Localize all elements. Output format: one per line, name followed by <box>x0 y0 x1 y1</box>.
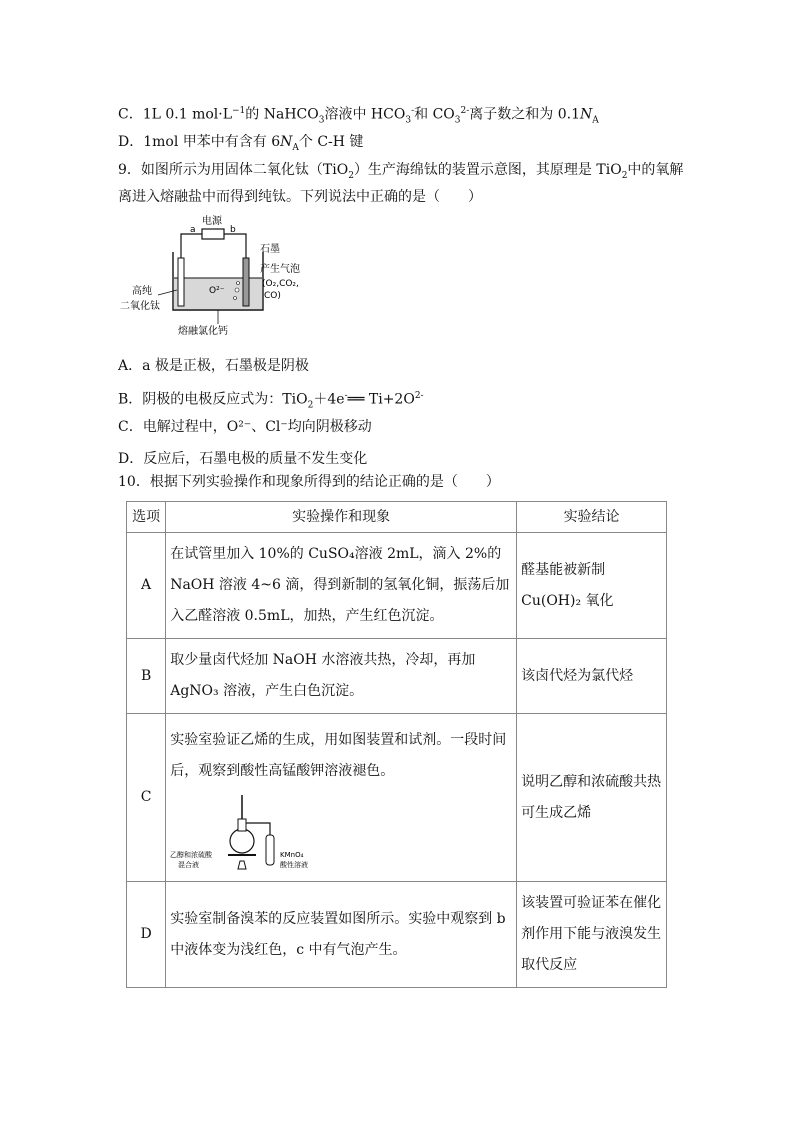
q9-optb-sub: 2 <box>307 400 314 411</box>
row-conclusion <box>517 639 667 714</box>
row-operation <box>166 714 517 882</box>
row-conclusion <box>517 882 667 988</box>
table-row <box>127 714 667 882</box>
option-d-prev <box>118 132 363 158</box>
q9-text-c: 中的氧解 <box>627 162 684 178</box>
graphite-label: 石墨 <box>260 244 280 255</box>
gas-formula-label: (O₂,CO₂, <box>262 279 299 289</box>
table-row <box>127 639 667 714</box>
row-operation <box>166 639 517 714</box>
gas-bubble <box>234 297 237 300</box>
ethylene-apparatus-diagram <box>170 791 340 871</box>
q10-table <box>126 501 667 988</box>
q9-stem-line2: 离进入熔融盐中而得到纯钛。下列说法中正确的是（ ） <box>118 189 482 205</box>
electrolysis-diagram <box>118 210 318 345</box>
row-operation-text: 实验室制备溴苯的反应装置如图所示。实验中观察到 b 中液体变为浅红色，c 中有气泡产生。 <box>170 910 506 958</box>
row-operation <box>166 533 517 639</box>
row-operation-text: 实验室验证乙烯的生成，用如图装置和试剂。一段时间后，观察到酸性高锰酸钾溶液褪色。 <box>170 731 507 779</box>
high-purity-label: 高纯 <box>132 286 152 297</box>
molten-salt-label: 熔融氯化钙 <box>178 326 228 337</box>
table-header-row <box>127 502 667 533</box>
row-option: B <box>127 639 166 714</box>
gas-label: 产生气泡 <box>260 264 300 275</box>
alcohol-lamp <box>238 861 246 869</box>
row-option: D <box>127 882 166 988</box>
opt-c-text3: 溶液中 HCO <box>324 106 406 123</box>
opt-c-na: N <box>580 106 593 123</box>
row-conclusion-text: 该装置可验证苯在催化剂作用下能与液溴发生取代反应 <box>521 895 662 973</box>
q9-option-c: C．电解过程中，O²⁻、Cl⁻均向阴极移动 <box>118 419 372 435</box>
row-operation <box>166 882 517 988</box>
terminal-a-label: a <box>190 225 196 235</box>
row-conclusion <box>517 714 667 882</box>
row-operation-text: 取少量卤代烃加 NaOH 水溶液共热，冷却，再加 AgNO₃ 溶液，产生白色沉淀。 <box>170 652 476 699</box>
q9-stem-line1 <box>118 160 683 186</box>
gas-bubble <box>237 282 240 285</box>
opt-c-sup2: - <box>411 106 415 116</box>
opt-c-text5: 离子数之和为 0.1 <box>469 106 580 123</box>
q9-optb-sup2: 2- <box>414 391 424 401</box>
q9-option-d: D．反应后，石墨电极的质量不发生变化 <box>118 451 368 467</box>
flask-label: 乙醇和浓硫酸 <box>170 850 213 859</box>
kmno4-label2: 酸性溶液 <box>280 860 309 869</box>
tio2-label: 二氧化钛 <box>120 301 160 312</box>
q9-optb-text2: ＋4e <box>313 391 345 408</box>
q10-stem: 10．根据下列实验操作和现象所得到的结论正确的是（ ） <box>118 474 500 490</box>
q9-option-b <box>118 386 424 415</box>
opt-c-sup3: 2- <box>460 106 470 116</box>
power-label: 电源 <box>202 216 222 227</box>
flask-label2: 混合液 <box>178 860 200 869</box>
opt-c-text: C．1L 0.1 mol·L <box>118 106 233 123</box>
row-operation-text: 在试管里加入 10%的 CuSO₄溶液 2mL，滴入 2%的 NaOH 溶液 4~6 滴，得到新制的氢氧化铜，振荡后加入乙醛溶液 0.5mL，加热，产生红色沉淀。 <box>170 546 510 624</box>
opt-c-sup: −1 <box>232 106 246 116</box>
table-row <box>127 533 667 639</box>
table-row <box>127 882 667 988</box>
opt-c-sub3: 3 <box>454 115 461 126</box>
kmno4-label: KMnO₄ <box>280 850 304 859</box>
row-conclusion-text: 醛基能被新制 Cu(OH)₂ 氧化 <box>521 561 614 609</box>
row-conclusion-text: 该卤代烃为氯代烃 <box>521 667 634 684</box>
row-conclusion-text: 说明乙醇和浓硫酸共热可生成乙烯 <box>521 773 662 821</box>
opt-d-text2: 个 C-H 键 <box>298 134 364 150</box>
opt-c-text2: 的 NaHCO <box>245 106 319 123</box>
q9-option-a: A．a 极是正极，石墨极是阴极 <box>118 358 309 374</box>
q9-sub2: 2 <box>621 170 628 181</box>
oxide-ion-label: O²⁻ <box>209 286 225 296</box>
gas-formula-label2: CO) <box>264 291 281 301</box>
row-option: A <box>127 533 166 639</box>
flask-neck <box>238 819 246 831</box>
test-tube <box>266 835 274 865</box>
q9-optb-sup: - <box>344 391 348 401</box>
q9-sub: 2 <box>348 170 354 181</box>
header-option: 选项 <box>127 502 166 533</box>
round-bottom-flask <box>230 829 254 853</box>
header-operation: 实验操作和现象 <box>166 502 517 533</box>
row-conclusion <box>517 533 667 639</box>
option-c-prev <box>118 101 599 130</box>
cathode-electrode <box>178 258 184 306</box>
q9-text-a: 9．如图所示为用固体二氧化钛（TiO <box>118 162 349 178</box>
gas-bubble <box>235 288 239 292</box>
q9-optb-text: B．阴极的电极反应式为：TiO <box>118 391 308 408</box>
terminal-b-label: b <box>230 225 236 235</box>
opt-c-na-sub: A <box>592 115 599 126</box>
row-option: C <box>127 714 166 882</box>
opt-c-text4: 和 CO <box>414 106 455 123</box>
opt-d-text: D．1mol 甲苯中有含有 6 <box>118 134 281 150</box>
opt-c-sub2: 3 <box>405 115 412 126</box>
graphite-electrode <box>243 258 249 306</box>
power-source-box <box>202 229 224 239</box>
opt-c-sub: 3 <box>318 115 325 126</box>
q9-text-b: ）生产海绵钛的装置示意图，其原理是 TiO <box>353 162 622 178</box>
opt-d-na-sub: A <box>292 142 299 153</box>
header-conclusion: 实验结论 <box>517 502 667 533</box>
q9-optb-text3: ══ Ti+2O <box>347 391 415 408</box>
opt-d-na: N <box>280 134 293 150</box>
